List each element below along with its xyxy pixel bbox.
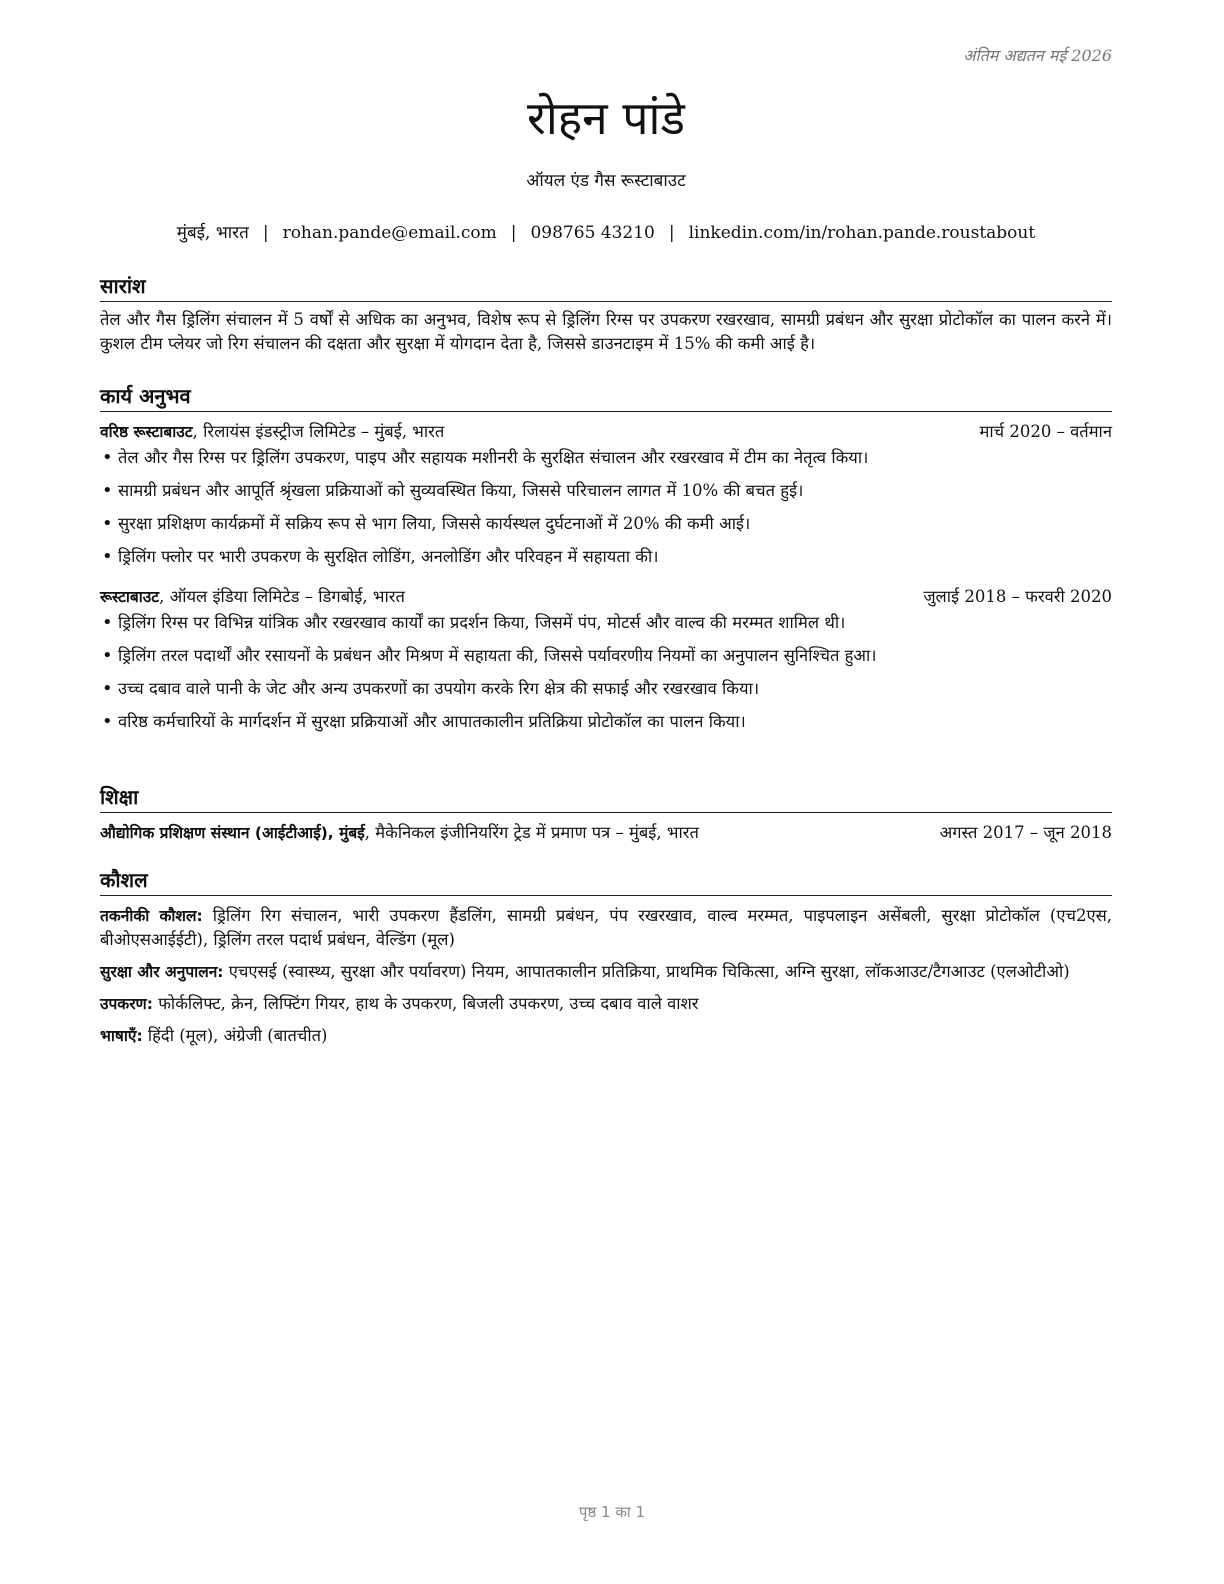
- contact-email[interactable]: rohan.pande@email.com: [282, 223, 497, 243]
- skills-title: कौशल: [100, 866, 1112, 896]
- skill-label: उपकरण:: [100, 995, 153, 1013]
- contact-line: [100, 220, 1112, 243]
- job-position: वरिष्ठ रूस्टाबाउट: [100, 423, 193, 441]
- list-item: • उच्च दबाव वाले पानी के जेट और अन्य उपकरणों का उपयोग करके रिग क्षेत्र की सफाई और रखरखाव किया।: [100, 677, 1112, 701]
- job-bullets: [100, 446, 1112, 569]
- skill-text: एचएसई (स्वास्थ्य, सुरक्षा और पर्यावरण) नियम, आपातकालीन प्रतिक्रिया, प्राथमिक चिकित्सा, अग्नि सुरक्षा, लॉकआउट/टैगआउट (एलओटीओ): [223, 962, 1070, 981]
- contact-linkedin[interactable]: linkedin.com/in/rohan.pande.roustabout: [688, 223, 1036, 243]
- contact-separator: |: [668, 223, 675, 243]
- list-item: • ड्रिलिंग फ्लोर पर भारी उपकरण के सुरक्षित लोडिंग, अनलोडिंग और परिवहन में सहायता की।: [100, 545, 1112, 569]
- skill-text: ड्रिलिंग रिग संचालन, भारी उपकरण हैंडलिंग, सामग्री प्रबंधन, पंप रखरखाव, वाल्व मरम्मत, पाइपलाइन असेंबली, सुरक्षा प्रोटोकॉल (एच2एस, बीओएसआईईटी), ड्रिलिंग तरल पदार्थ प्रबंधन, वेल्डिंग (मूल): [100, 906, 1112, 949]
- education-institution: औद्योगिक प्रशिक्षण संस्थान (आईटीआई), मुंबई: [100, 824, 365, 842]
- skill-row: [100, 904, 1112, 952]
- skill-row: [100, 1024, 1112, 1048]
- list-item: • वरिष्ठ कर्मचारियों के मार्गदर्शन में सुरक्षा प्रक्रियाओं और आपातकालीन प्रतिक्रिया प्रोटोकॉल का पालन किया।: [100, 710, 1112, 734]
- skill-text: फोर्कलिफ्ट, क्रेन, लिफ्टिंग गियर, हाथ के उपकरण, बिजली उपकरण, उच्च दबाव वाले वाशर: [152, 994, 699, 1013]
- summary-section: [100, 272, 1112, 356]
- education-line: [100, 821, 699, 845]
- job-title-line: [100, 420, 444, 444]
- candidate-role: ऑयल एंड गैस रूस्टाबाउट: [526, 171, 686, 191]
- contact-phone[interactable]: 098765 43210: [530, 223, 655, 243]
- job-position: रूस्टाबाउट: [100, 588, 160, 606]
- education-detail: , मैकेनिकल इंजीनियरिंग ट्रेड में प्रमाण पत्र – मुंबई, भारत: [364, 823, 699, 842]
- summary-text: तेल और गैस ड्रिलिंग संचालन में 5 वर्षों से अधिक का अनुभव, विशेष रूप से ड्रिलिंग रिग्स पर उपकरण रखरखाव, सामग्री प्रबंधन और सुरक्षा प्रोटोकॉल का पालन करने में। कुशल टीम प्लेयर जो रिग संचालन की दक्षता और सुरक्षा में योगदान देता है, जिससे डाउनटाइम में 15% की कमी आई है।: [100, 310, 1112, 353]
- list-item: • ड्रिलिंग तरल पदार्थों और रसायनों के प्रबंधन और मिश्रण में सहायता की, जिससे पर्यावरणीय नियमों का अनुपालन सुनिश्चित हुआ।: [100, 644, 1112, 668]
- job-company: , ऑयल इंडिया लिमिटेड – डिगबोई, भारत: [159, 587, 405, 606]
- summary-title: सारांश: [100, 272, 1112, 302]
- list-item: • सामग्री प्रबंधन और आपूर्ति श्रृंखला प्रक्रियाओं को सुव्यवस्थित किया, जिससे परिचालन लागत में 10% की बचत हुई।: [100, 479, 1112, 503]
- contact-location: मुंबई, भारत: [176, 223, 249, 243]
- education-section: [100, 783, 1112, 845]
- last-updated: अंतिम अद्यतन मई 2026: [963, 46, 1112, 65]
- education-entry: [100, 821, 1112, 845]
- job-bullets: [100, 611, 1112, 734]
- list-item: • सुरक्षा प्रशिक्षण कार्यक्रमों में सक्रिय रूप से भाग लिया, जिससे कार्यस्थल दुर्घटनाओं में 20% की कमी आई।: [100, 512, 1112, 536]
- education-title: शिक्षा: [100, 783, 1112, 813]
- skill-label: तकनीकी कौशल:: [100, 907, 203, 925]
- contact-separator: |: [262, 223, 269, 243]
- job-company: , रिलायंस इंडस्ट्रीज लिमिटेड – मुंबई, भारत: [192, 422, 445, 441]
- page-number: पृष्ठ 1 का 1: [578, 1503, 646, 1521]
- list-item: • ड्रिलिंग रिग्स पर विभिन्न यांत्रिक और रखरखाव कार्यों का प्रदर्शन किया, जिसमें पंप, मोटर्स और वाल्व की मरम्मत शामिल थी।: [100, 611, 1112, 635]
- experience-title: कार्य अनुभव: [100, 382, 1112, 412]
- skill-label: सुरक्षा और अनुपालन:: [100, 963, 224, 981]
- job-title-line: [100, 585, 405, 609]
- experience-section: [100, 382, 1112, 743]
- job-header: [100, 420, 1112, 444]
- skill-label: भाषाएँ:: [100, 1027, 143, 1045]
- skill-row: [100, 960, 1112, 984]
- candidate-name: रोहन पांडे: [527, 91, 685, 145]
- contact-separator: |: [510, 223, 517, 243]
- job-header: [100, 585, 1112, 609]
- skill-row: [100, 992, 1112, 1016]
- job-dates: मार्च 2020 – वर्तमान: [979, 422, 1112, 441]
- skills-section: [100, 866, 1112, 1048]
- job-dates: जुलाई 2018 – फरवरी 2020: [923, 587, 1112, 606]
- list-item: • तेल और गैस रिग्स पर ड्रिलिंग उपकरण, पाइप और सहायक मशीनरी के सुरक्षित संचालन और रखरखाव में टीम का नेतृत्व किया।: [100, 446, 1112, 470]
- skill-text: हिंदी (मूल), अंग्रेजी (बातचीत): [142, 1026, 328, 1045]
- education-dates: अगस्त 2017 – जून 2018: [939, 823, 1112, 842]
